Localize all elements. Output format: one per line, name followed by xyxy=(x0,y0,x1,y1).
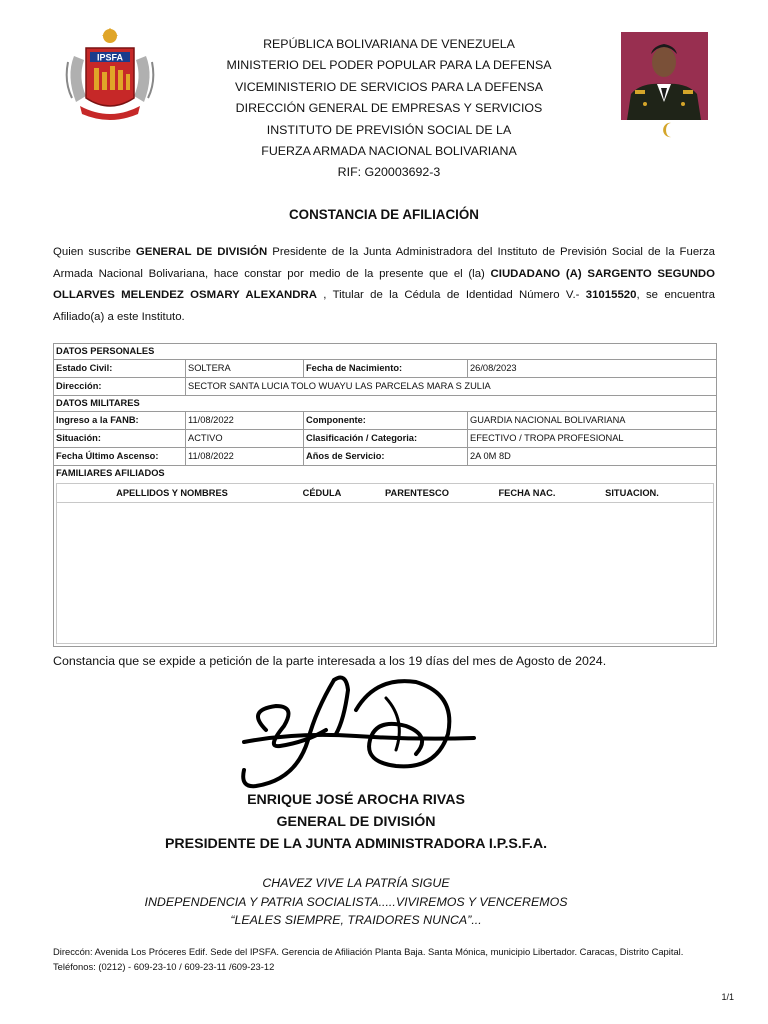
field-label: Clasificación / Categoria: xyxy=(304,430,468,447)
section-personal-data: DATOS PERSONALES xyxy=(54,344,716,360)
motto-line: CHAVEZ VIVE LA PATRÍA SIGUE xyxy=(262,876,450,890)
intro-text: Presidente de la Junta Administradora del Instituto de Previsión Social de la Fuerza Armada Nacional Bolivariana, hace constar por medio de la presente que el (la) xyxy=(53,246,716,280)
last-promotion-value: 11/08/2022 xyxy=(186,448,304,465)
component-value: GUARDIA NACIONAL BOLIVARIANA xyxy=(470,415,626,425)
field-label: Fecha de Nacimiento: xyxy=(304,360,468,377)
institution-header xyxy=(180,34,598,184)
ipsfa-emblem-icon xyxy=(64,26,156,126)
signer-rank: GENERAL DE DIVISIÓN xyxy=(276,814,436,830)
birth-date-value: 26/08/2023 xyxy=(470,363,517,373)
column-header: APELLIDOS Y NOMBRES xyxy=(116,488,228,498)
svg-text:IPSFA: IPSFA xyxy=(96,52,124,63)
field-label: Años de Servicio: xyxy=(304,448,468,465)
affiliate-name: CIUDADANO (A) SARGENTO SEGUNDO OLLARVES MELENDEZ OSMARY ALEXANDRA xyxy=(53,267,715,302)
header-line: REPÚBLICA BOLIVARIANA DE VENEZUELA xyxy=(263,37,515,51)
table-row xyxy=(54,430,716,448)
classification-value: EFECTIVO / TROPA PROFESIONAL xyxy=(470,433,624,443)
affiliate-photo xyxy=(621,32,708,120)
column-header: SITUACION. xyxy=(605,488,659,498)
fanb-entry-value: 11/08/2022 xyxy=(186,412,304,429)
header-line: MINISTERIO DEL PODER POPULAR PARA LA DEFENSA xyxy=(226,58,552,73)
family-table-body xyxy=(56,502,714,644)
header-line: DIRECCIÓN GENERAL DE EMPRESAS Y SERVICIOS xyxy=(235,101,543,116)
motto-line: “LEALES SIEMPRE, TRAIDORES NUNCA”... xyxy=(230,913,482,927)
field-label: Situación: xyxy=(54,430,186,447)
field-label: Ingreso a la FANB: xyxy=(54,412,186,429)
photo-mark-icon: ❨ xyxy=(660,122,674,139)
ipsfa-logo xyxy=(64,26,156,126)
field-label: Estado Civil: xyxy=(54,360,186,377)
rif-line: RIF: G20003692-3 xyxy=(337,165,441,180)
table-row xyxy=(54,360,716,378)
footer-address: Direccón: Avenida Los Próceres Edif. Sede del IPSFA. Gerencia de Afiliación Planta Baja. Santa Mónica, municipio Libertador. Caracas, Distrito Capital. Teléfonos: (0212) - 609-23-10 / 609-23-11 /609-23-12 xyxy=(53,946,684,972)
id-number: 31015520 xyxy=(585,289,637,302)
signer-name: ENRIQUE JOSÉ AROCHA RIVAS xyxy=(247,792,465,808)
column-header: CÉDULA xyxy=(302,488,342,498)
marital-status-value: SOLTERA xyxy=(186,360,304,377)
address-value: SECTOR SANTA LUCIA TOLO WUAYU LAS PARCELAS MARA S ZULIA xyxy=(188,381,491,391)
affiliate-data-table xyxy=(53,343,717,647)
header-line: FUERZA ARMADA NACIONAL BOLIVARIANA xyxy=(261,144,517,159)
header-line: INSTITUTO DE PREVISIÓN SOCIAL DE LA xyxy=(266,122,512,137)
document-title: CONSTANCIA DE AFILIACIÓN xyxy=(289,207,479,222)
family-table-header xyxy=(56,483,714,502)
section-military-data: DATOS MILITARES xyxy=(54,396,716,412)
table-row xyxy=(54,378,716,396)
certification-paragraph xyxy=(53,242,715,328)
handwritten-signature xyxy=(236,670,480,792)
table-row xyxy=(54,412,716,430)
field-label: Dirección: xyxy=(54,378,186,395)
signature-icon xyxy=(236,670,480,792)
field-label: Componente: xyxy=(304,412,468,429)
signer-rank-inline: GENERAL DE DIVISIÓN xyxy=(135,246,268,258)
status-value: ACTIVO xyxy=(186,430,304,447)
intro-text: , se encuentra Afiliado(a) a este Instituto. xyxy=(53,289,715,323)
field-label: Fecha Último Ascenso: xyxy=(54,448,186,465)
section-affiliated-family: FAMILIARES AFILIADOS xyxy=(56,468,165,478)
column-header: PARENTESCO xyxy=(385,488,449,498)
column-header: FECHA NAC. xyxy=(498,488,556,498)
years-of-service-value: 2A 0M 8D xyxy=(470,451,511,461)
issuance-statement: Constancia que se expide a petición de la parte interesada a los 19 días del mes de Agosto de 2024. xyxy=(53,654,607,668)
motto-line: INDEPENDENCIA Y PATRIA SOCIALISTA.....VIVIREMOS Y VENCEREMOS xyxy=(144,895,568,909)
signer-position: PRESIDENTE DE LA JUNTA ADMINISTRADORA I.P.S.F.A. xyxy=(164,836,548,852)
page-indicator: 1/1 xyxy=(721,992,734,1002)
header-line: VICEMINISTERIO DE SERVICIOS PARA LA DEFENSA xyxy=(234,79,543,94)
intro-text: , Titular de la Cédula de Identidad Número V.- xyxy=(316,289,586,302)
intro-text: Quien suscribe xyxy=(53,246,136,258)
table-row xyxy=(54,448,716,466)
portrait-icon xyxy=(621,32,708,120)
